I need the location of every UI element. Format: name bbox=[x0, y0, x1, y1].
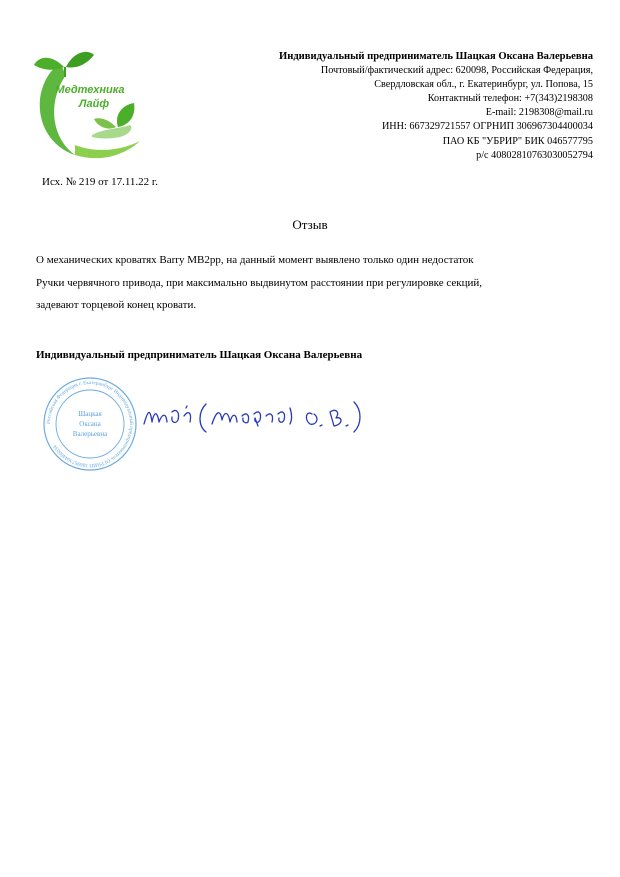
logo-text-line2: Лайф bbox=[78, 98, 110, 110]
body-paragraph: О механических кроватях Barry MB2pp, на данный момент выявлено только один недостаток bbox=[36, 254, 474, 266]
document-title: Отзыв bbox=[292, 217, 328, 232]
letterhead-inn: ИНН: 667329721557 ОГРНИП 306967304400034 bbox=[381, 121, 593, 133]
handwritten-signature bbox=[140, 390, 380, 440]
stamp-ring-text: Российская Федерация г. Екатеринбург Индивидуальный предприниматель ОГРНИП 306967304400034 bbox=[45, 379, 135, 469]
stamp-line: Валерьевна bbox=[72, 430, 108, 438]
letterhead-title: Индивидуальный предприниматель Шацкая Оксана Валерьевна bbox=[278, 51, 593, 62]
company-logo bbox=[30, 45, 150, 165]
body-paragraph: Ручки червячного привода, при максимально выдвинутом расстоянии при регулировке секций, bbox=[36, 276, 482, 289]
signer-name: Индивидуальный предприниматель Шацкая Оксана Валерьевна bbox=[36, 349, 363, 361]
letterhead-bank: ПАО КБ "УБРИР" БИК 046577795 bbox=[442, 135, 593, 147]
document-body bbox=[36, 249, 596, 317]
letterhead-address-line: Почтовый/фактический адрес: 620098, Российская Федерация, bbox=[320, 65, 593, 77]
logo-text-line1: Медтехника bbox=[55, 84, 125, 96]
stamp-line: Шацкая bbox=[78, 410, 102, 418]
reference-number: Исх. № 219 от 17.11.22 г. bbox=[42, 176, 158, 188]
stamp-line: Оксана bbox=[79, 420, 101, 428]
letterhead-account: р/с 40802810763030052794 bbox=[476, 149, 593, 161]
letterhead-address-line: Свердловская обл., г. Екатеринбург, ул. Попова, 15 bbox=[374, 79, 593, 91]
body-paragraph: задевают торцевой конец кровати. bbox=[36, 299, 197, 311]
letterhead-email: E-mail: 2198308@mail.ru bbox=[485, 107, 593, 119]
letterhead-phone: Контактный телефон: +7(343)2198308 bbox=[427, 93, 593, 105]
letterhead bbox=[279, 50, 593, 163]
company-stamp bbox=[35, 376, 145, 472]
